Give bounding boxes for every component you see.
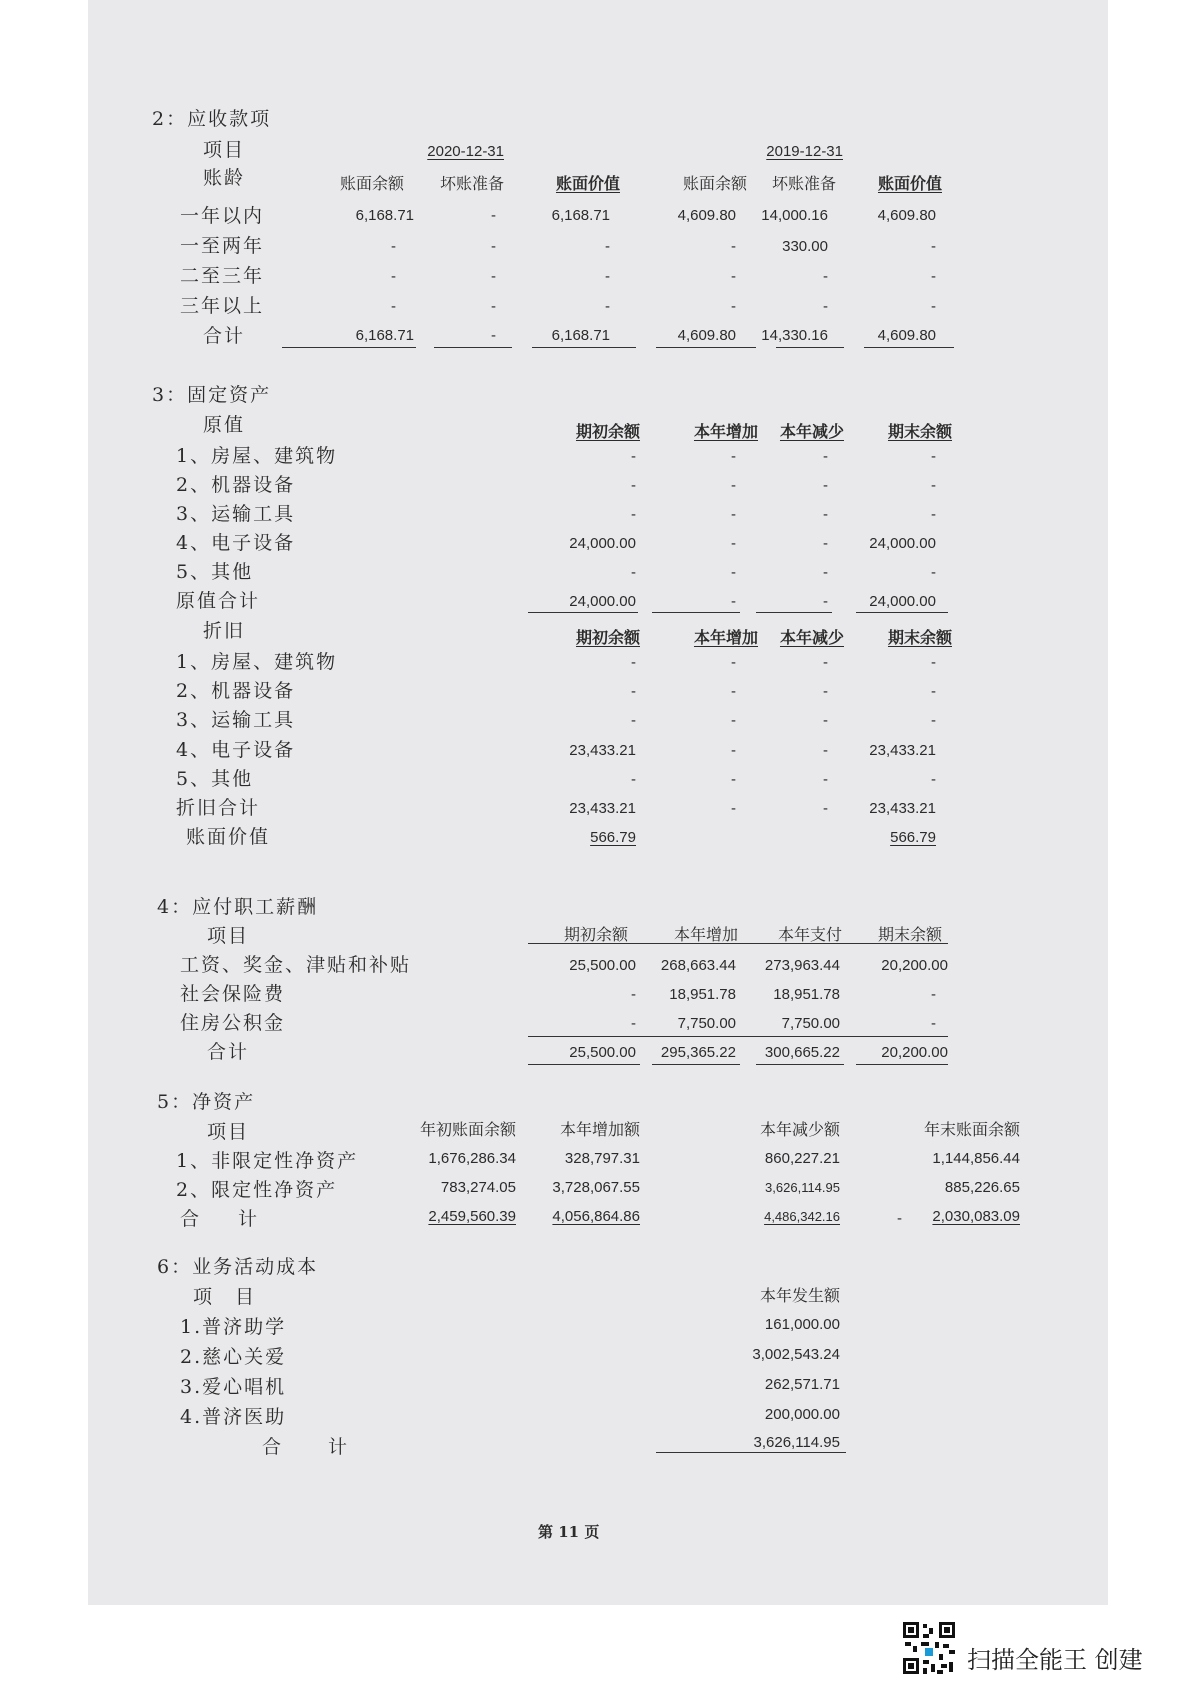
fixed-assets-cell: 24,000.00 [869,535,936,552]
fixed-assets-cell: - [631,564,636,581]
fixed-assets-cell: - [731,564,736,581]
scanner-watermark-text: 扫描全能王 创建 [967,1646,1143,1674]
payroll-cell: 25,500.00 [569,957,636,974]
depreciation-cell: - [631,771,636,788]
activity-cost-item-label: 项 目 [193,1286,257,1308]
activity-cost-total-cell: 3,626,114.95 [753,1434,840,1451]
fixed-assets-cell: - [731,477,736,494]
fixed-assets-heading: 3：固定资产 [152,384,272,406]
activity-cost-row-label: 4.普济医助 [180,1406,287,1428]
fixed-assets-subtotal-cell: - [731,593,736,610]
net-assets-total-cell: 2,030,083.09 [932,1208,1020,1225]
net-assets-heading: 5：净资产 [157,1091,256,1113]
payroll-row-label: 工资、奖金、津贴和补贴 [180,954,412,976]
receivables-date-prior: 2019-12-31 [766,143,843,160]
receivables-col-header: 账面价值 [555,174,620,193]
depreciation-row-label: 5、其他 [176,768,254,790]
payroll-heading: 4：应付职工薪酬 [157,896,319,918]
activity-cost-heading: 6：业务活动成本 [157,1256,319,1278]
depreciation-label: 折旧 [203,620,246,642]
depreciation-col-header: 期初余额 [575,628,640,647]
receivables-cell: - [931,268,936,285]
fixed-assets-col-header: 期初余额 [575,422,640,441]
payroll-total-label: 合计 [207,1041,250,1063]
activity-cost-total-label: 合 计 [262,1436,362,1458]
depreciation-cell: - [931,712,936,729]
fixed-assets-cell: - [631,448,636,465]
receivables-row-label: 二至三年 [180,265,265,287]
fixed-assets-cell: - [931,564,936,581]
receivables-cell: - [491,207,496,224]
receivables-cell: - [605,268,610,285]
receivables-total-rule [776,347,844,348]
fixed-assets-original-label: 原值 [203,414,246,436]
receivables-cell: - [391,238,396,255]
payroll-cell: 7,750.00 [781,1015,840,1032]
depreciation-cell: - [931,683,936,700]
receivables-cell: 6,168.71 [355,207,414,224]
receivables-cell: - [605,238,610,255]
payroll-cell: 18,951.78 [773,986,840,1003]
net-assets-total-label: 合 计 [180,1208,268,1230]
activity-cost-col-header: 本年发生额 [759,1286,840,1305]
receivables-cell: - [491,298,496,315]
fixed-assets-cell: - [931,506,936,523]
receivables-item-label: 项目 [203,139,246,161]
fixed-assets-subtotal-rule [652,612,740,613]
net-assets-col-header: 年末账面余额 [923,1120,1020,1139]
depreciation-cell: - [731,654,736,671]
receivables-total-rule [434,347,512,348]
receivables-cell: - [731,268,736,285]
receivables-row-label: 一至两年 [180,235,265,257]
fixed-assets-cell: - [823,535,828,552]
net-assets-col-header: 年初账面余额 [419,1120,516,1139]
qr-code-icon [901,1620,957,1676]
payroll-row-label: 社会保险费 [180,983,286,1005]
book-value-label: 账面价值 [186,826,271,848]
activity-cost-row-label: 2.慈心关爱 [180,1346,287,1368]
fixed-assets-cell: - [931,448,936,465]
net-assets-cell: 1,144,856.44 [932,1150,1020,1167]
depreciation-cell: 23,433.21 [569,742,636,759]
fixed-assets-cell: 24,000.00 [569,535,636,552]
depreciation-cell: - [823,712,828,729]
receivables-cell: 6,168.71 [551,207,610,224]
receivables-total-rule [282,347,416,348]
receivables-col-header: 账面价值 [877,174,942,193]
book-value-closing: 566.79 [890,829,936,846]
payroll-item-label: 项目 [207,925,250,947]
receivables-cell: 4,609.80 [877,207,936,224]
book-value-opening: 566.79 [590,829,636,846]
net-assets-total-cell: 2,459,560.39 [428,1208,516,1225]
net-assets-col-header: 本年增加额 [559,1120,640,1139]
net-assets-row-label: 2、限定性净资产 [176,1179,338,1201]
payroll-cell: 18,951.78 [669,986,736,1003]
depreciation-cell: - [731,683,736,700]
receivables-heading: 2：应收款项 [152,108,272,130]
fixed-assets-cell: - [631,477,636,494]
payroll-total-cell: 300,665.22 [764,1044,840,1061]
net-assets-total-cell: 4,056,864.86 [552,1208,640,1225]
fixed-assets-col-header: 期末余额 [887,422,952,441]
depreciation-row-label: 3、运输工具 [176,709,296,731]
activity-cost-cell: 262,571.71 [764,1376,840,1393]
depreciation-col-header: 本年减少 [779,628,844,647]
receivables-cell: - [605,298,610,315]
fixed-assets-cell: - [731,448,736,465]
payroll-total-top-rule [528,1036,948,1037]
net-assets-col-header: 本年减少额 [759,1120,840,1139]
depreciation-cell: - [823,654,828,671]
depreciation-cell: - [731,742,736,759]
fixed-assets-row-label: 2、机器设备 [176,474,296,496]
net-assets-cell: 3,728,067.55 [552,1179,640,1196]
net-assets-item-label: 项目 [207,1121,250,1143]
depreciation-cell: - [931,654,936,671]
receivables-cell: - [391,298,396,315]
receivables-total-cell: 6,168.71 [551,327,610,344]
fixed-assets-row-label: 5、其他 [176,561,254,583]
depreciation-row-label: 2、机器设备 [176,680,296,702]
receivables-cell: - [491,238,496,255]
activity-cost-cell: 3,002,543.24 [752,1346,840,1363]
receivables-row-label: 三年以上 [180,295,265,317]
depreciation-row-label: 1、房屋、建筑物 [176,651,338,673]
receivables-total-cell: 4,609.80 [677,327,736,344]
receivables-total-cell: 6,168.71 [355,327,414,344]
payroll-cell: - [931,986,936,1003]
depreciation-subtotal-cell: - [731,800,736,817]
net-assets-cell: 1,676,286.34 [428,1150,516,1167]
fixed-assets-cell: - [823,448,828,465]
fixed-assets-row-label: 4、电子设备 [176,532,296,554]
fixed-assets-subtotal-label: 原值合计 [176,590,261,612]
receivables-total-cell: 14,330.16 [761,327,828,344]
net-assets-cell: 885,226.65 [944,1179,1020,1196]
receivables-cell: - [731,298,736,315]
depreciation-cell: - [931,771,936,788]
activity-cost-total-rule [656,1452,846,1453]
receivables-cell: 4,609.80 [677,207,736,224]
payroll-cell: 20,200.00 [881,957,948,974]
activity-cost-cell: 161,000.00 [764,1316,840,1333]
receivables-total-rule [864,347,954,348]
receivables-cell: - [491,268,496,285]
payroll-total-rule [856,1064,948,1065]
payroll-row-label: 住房公积金 [180,1012,286,1034]
receivables-cell: - [931,298,936,315]
depreciation-cell: 23,433.21 [869,742,936,759]
receivables-col-header: 坏账准备 [771,174,836,193]
fixed-assets-cell: - [823,506,828,523]
depreciation-cell: - [631,654,636,671]
fixed-assets-row-label: 3、运输工具 [176,503,296,525]
page-number: 第 11 页 [538,1523,600,1541]
fixed-assets-cell: - [931,477,936,494]
depreciation-subtotal-cell: 23,433.21 [569,800,636,817]
net-assets-total-cell: 4,486,342.16 [764,1209,840,1224]
receivables-date-current: 2020-12-31 [427,143,504,160]
net-assets-cell: 860,227.21 [764,1150,840,1167]
depreciation-cell: - [823,771,828,788]
activity-cost-cell: 200,000.00 [764,1406,840,1423]
receivables-total-rule [532,347,636,348]
net-assets-cell: 783,274.05 [440,1179,516,1196]
payroll-cell: - [631,1015,636,1032]
receivables-cell: 330.00 [782,238,828,255]
payroll-total-rule [756,1064,844,1065]
receivables-total-rule [656,347,756,348]
receivables-cell: - [731,238,736,255]
depreciation-col-header: 期末余额 [887,628,952,647]
payroll-total-rule [652,1064,740,1065]
depreciation-cell: - [731,771,736,788]
payroll-col-header: 期末余额 [877,925,942,944]
payroll-cell: 268,663.44 [660,957,736,974]
depreciation-cell: - [631,683,636,700]
fixed-assets-cell: - [631,506,636,523]
fixed-assets-cell: - [823,477,828,494]
depreciation-subtotal-cell: 23,433.21 [869,800,936,817]
receivables-row-label: 一年以内 [180,205,265,227]
receivables-cell: 14,000.16 [761,207,828,224]
fixed-assets-subtotal-rule [528,612,638,613]
receivables-aging-label: 账龄 [203,167,246,189]
fixed-assets-cell: - [731,535,736,552]
payroll-cell: 7,750.00 [677,1015,736,1032]
payroll-col-header: 期初余额 [563,925,628,944]
payroll-col-header: 本年支付 [777,925,842,944]
activity-cost-row-label: 3.爱心唱机 [180,1376,287,1398]
payroll-cell: - [631,986,636,1003]
depreciation-cell: - [631,712,636,729]
depreciation-row-label: 4、电子设备 [176,739,296,761]
fixed-assets-subtotal-cell: 24,000.00 [569,593,636,610]
fixed-assets-subtotal-cell: 24,000.00 [869,593,936,610]
payroll-col-header: 本年增加 [673,925,738,944]
depreciation-cell: - [731,712,736,729]
receivables-cell: - [823,268,828,285]
fixed-assets-subtotal-rule [756,612,832,613]
payroll-total-cell: 20,200.00 [881,1044,948,1061]
receivables-col-header: 账面余额 [682,174,747,193]
fixed-assets-cell: - [731,506,736,523]
net-assets-row-label: 1、非限定性净资产 [176,1150,359,1172]
activity-cost-row-label: 1.普济助学 [180,1316,287,1338]
receivables-col-header: 坏账准备 [439,174,504,193]
payroll-cell: 273,963.44 [764,957,840,974]
receivables-total-cell: - [491,327,496,344]
receivables-cell: - [823,298,828,315]
fixed-assets-subtotal-cell: - [823,593,828,610]
receivables-total-label: 合计 [203,325,246,347]
payroll-header-rule [528,943,948,944]
payroll-total-cell: 295,365.22 [660,1044,736,1061]
net-assets-cell: 3,626,114.95 [765,1180,840,1195]
receivables-total-cell: 4,609.80 [877,327,936,344]
depreciation-subtotal-cell: - [823,800,828,817]
receivables-cell: - [391,268,396,285]
payroll-total-cell: 25,500.00 [569,1044,636,1061]
fixed-assets-row-label: 1、房屋、建筑物 [176,445,338,467]
net-assets-dash-mark: - [897,1210,902,1227]
depreciation-col-header: 本年增加 [693,628,758,647]
fixed-assets-subtotal-rule [856,612,948,613]
depreciation-subtotal-label: 折旧合计 [176,797,261,819]
net-assets-cell: 328,797.31 [564,1150,640,1167]
payroll-total-rule [528,1064,640,1065]
receivables-col-header: 账面余额 [339,174,404,193]
fixed-assets-col-header: 本年减少 [779,422,844,441]
fixed-assets-cell: - [823,564,828,581]
receivables-cell: - [931,238,936,255]
depreciation-cell: - [823,683,828,700]
fixed-assets-col-header: 本年增加 [693,422,758,441]
payroll-cell: - [931,1015,936,1032]
depreciation-cell: - [823,742,828,759]
